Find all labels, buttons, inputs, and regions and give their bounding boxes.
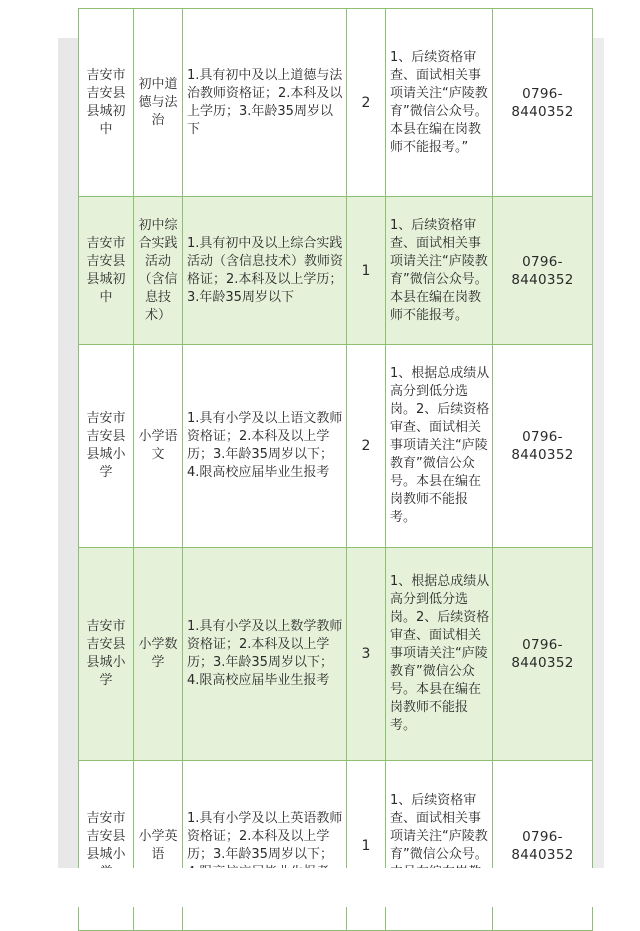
table-row	[79, 9, 593, 197]
unit-cell: 吉安市吉安县县城小	[79, 761, 134, 931]
page-edge-right	[592, 38, 604, 868]
unit-cell: 吉安市吉安县县城初中	[79, 197, 134, 345]
phone-cell: 0796-8440352	[493, 9, 593, 197]
phone-cell: 0796-8440352	[493, 345, 593, 548]
table-row	[79, 197, 593, 345]
notes-cell: 1、后续资格审查、面试相关事项请关注“庐陵教育”微信公众号。	[386, 761, 493, 931]
table-row	[79, 345, 593, 548]
post-cell: 初中道德与法治	[134, 9, 183, 197]
phone-cell: 0796-8440352	[493, 761, 593, 931]
post-cell: 小学语文	[134, 345, 183, 548]
count-cell: 1	[347, 197, 386, 345]
unit-cell: 吉安市吉安县县城小学	[79, 548, 134, 761]
requirements-cell: 1.具有小学及以上数学教师资格证；2.本科及以上学历；3.年龄35周岁以下；4.限高校应届毕业生报考	[183, 548, 347, 761]
notes-cell: 1、后续资格审查、面试相关事项请关注“庐陵教育”微信公众号。本县在编在岗教师不能报考。”	[386, 9, 493, 197]
requirements-cell: 1.具有初中及以上综合实践活动（含信息技术）教师资格证；2.本科及以上学历；3.年龄35周岁以下	[183, 197, 347, 345]
count-cell: 2	[347, 9, 386, 197]
requirements-cell: 1.具有小学及以上英语教师资格证；2.本科及以上学历；3.年龄35周岁以下；	[183, 761, 347, 931]
recruitment-table	[78, 8, 593, 931]
page-bottom-margin	[58, 868, 618, 907]
recruitment-table-sheet	[78, 38, 592, 868]
phone-cell: 0796-8440352	[493, 197, 593, 345]
table-row	[79, 548, 593, 761]
phone-cell: 0796-8440352	[493, 548, 593, 761]
count-cell: 2	[347, 345, 386, 548]
requirements-cell: 1.具有初中及以上道德与法治教师资格证；2.本科及以上学历；3.年龄35周岁以下	[183, 9, 347, 197]
post-cell: 小学英语	[134, 761, 183, 931]
notes-cell: 1、后续资格审查、面试相关事项请关注“庐陵教育”微信公众号。本县在编在岗教师不能报考。	[386, 197, 493, 345]
notes-cell: 1、根据总成绩从高分到低分选岗。2、后续资格审查、面试相关事项请关注“庐陵教育”微信公众号。本县在编在岗教师不能报考。	[386, 345, 493, 548]
post-cell: 小学数学	[134, 548, 183, 761]
count-cell: 1	[347, 761, 386, 931]
unit-cell: 吉安市吉安县县城初中	[79, 9, 134, 197]
post-cell: 初中综合实践活动（含信息技术）	[134, 197, 183, 345]
requirements-cell: 1.具有小学及以上语文教师资格证；2.本科及以上学历；3.年龄35周岁以下；4.限高校应届毕业生报考	[183, 345, 347, 548]
unit-cell: 吉安市吉安县县城小学	[79, 345, 134, 548]
count-cell: 3	[347, 548, 386, 761]
notes-cell: 1、根据总成绩从高分到低分选岗。2、后续资格审查、面试相关事项请关注“庐陵教育”微信公众号。本县在编在岗教师不能报考。	[386, 548, 493, 761]
page-edge-left	[58, 38, 80, 868]
